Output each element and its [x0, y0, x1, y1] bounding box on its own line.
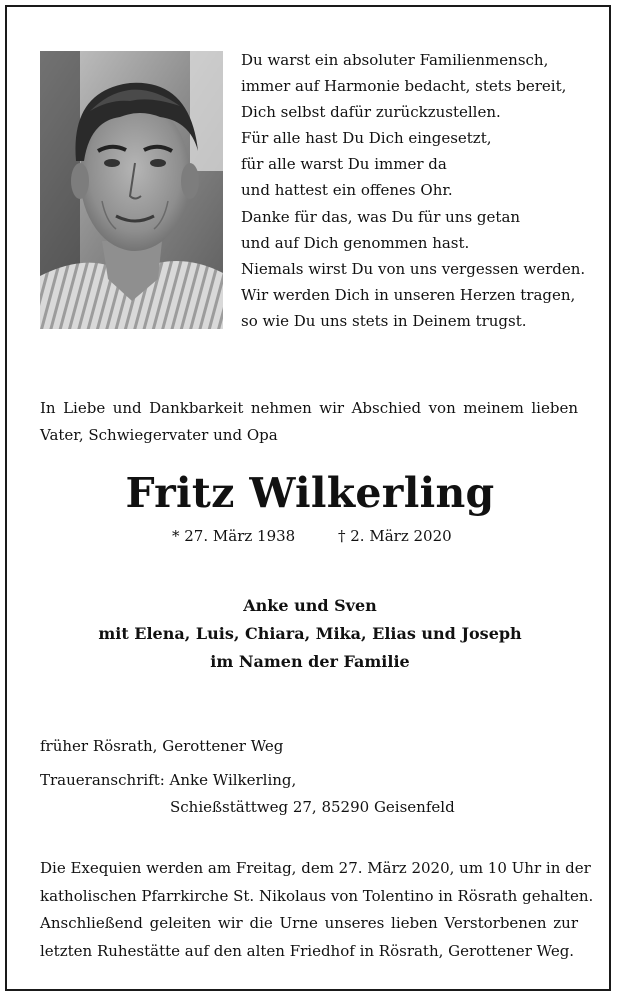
deceased-name: Fritz Wilkerling	[125, 469, 495, 517]
family-line: im Namen der Familie	[210, 652, 410, 671]
poem-line: und auf Dich genommen hast.	[241, 233, 470, 252]
family-line: mit Elena, Luis, Chiara, Mika, Elias und Joseph	[98, 624, 522, 643]
portrait-photo	[40, 51, 223, 329]
portrait-image	[40, 51, 223, 329]
birth-date: * 27. März 1938	[172, 527, 296, 545]
family-line: Anke und Sven	[243, 596, 377, 615]
poem-line: Niemals wirst Du von uns vergessen werden.	[241, 259, 586, 278]
mourning-address-label: Traueranschrift: Anke Wilkerling,	[40, 771, 297, 789]
service-line: Die Exequien werden am Freitag, dem 27. März 2020, um 10 Uhr in der	[40, 859, 591, 877]
poem	[241, 47, 591, 334]
former-address: früher Rösrath, Gerottener Weg	[40, 737, 284, 755]
poem-line: Wir werden Dich in unseren Herzen tragen,	[241, 285, 576, 304]
poem-line: Du warst ein absoluter Familienmensch,	[241, 51, 549, 69]
service-line: letzten Ruhestätte auf den alten Friedhof in Rösrath, Gerottener Weg.	[40, 941, 575, 960]
service-line: katholischen Pfarrkirche St. Nikolaus von Tolentino in Rösrath gehalten.	[40, 886, 594, 905]
service-line: Anschließend geleiten wir die Urne unseres lieben Verstorbenen zur	[40, 914, 578, 932]
poem-line: für alle warst Du immer da	[241, 155, 447, 174]
poem-line: Für alle hast Du Dich eingesetzt,	[241, 129, 492, 148]
service-notice	[40, 855, 594, 965]
poem-line: so wie Du uns stets in Deinem trugst.	[241, 311, 527, 330]
poem-line: Dich selbst dafür zurückzustellen.	[241, 103, 501, 122]
poem-line: immer auf Harmonie bedacht, stets bereit,	[241, 77, 567, 96]
mourning-address-street: Schießstättweg 27, 85290 Geisenfeld	[170, 798, 455, 816]
poem-line: Danke für das, was Du für uns getan	[241, 207, 521, 226]
intro-text: In Liebe und Dankbarkeit nehmen wir Abschied von meinem lieben Vater, Schwiegervater und Opa	[40, 399, 578, 444]
death-date: † 2. März 2020	[338, 527, 452, 545]
poem-line: und hattest ein offenes Ohr.	[241, 181, 453, 200]
family-signature	[0, 592, 620, 676]
